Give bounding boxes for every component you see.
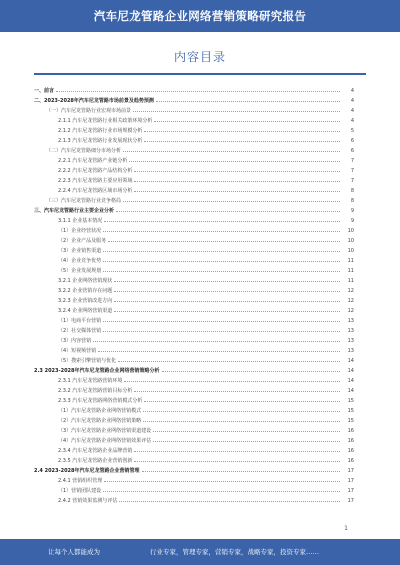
toc-entry-label: 2.1.1 汽车尼龙管路行业相关政策环境分析 <box>58 118 153 124</box>
toc-entry-page: 15 <box>347 417 354 424</box>
toc-entry-label: 2.1.2 汽车尼龙管路行业市场规模分析 <box>58 128 143 134</box>
toc-entry-label: （4）汽车尼龙管路企业网络营销效果评估 <box>58 438 152 444</box>
toc-entry-label: （5）企业发展规划 <box>58 268 102 274</box>
toc-entry[interactable] <box>58 486 354 495</box>
toc-entry-page: 6 <box>350 147 354 154</box>
toc-entry-page: 4 <box>350 87 354 94</box>
toc-entry[interactable] <box>58 286 354 295</box>
toc-leader-dots <box>98 351 340 352</box>
toc-entry-label: （一）汽车尼龙管路行业宏观市场前景 <box>46 108 132 114</box>
toc-entry[interactable] <box>58 216 354 225</box>
toc-entry-label: （1）营销团队建设 <box>58 488 102 494</box>
toc-leader-dots <box>134 451 340 452</box>
toc-leader-dots <box>143 411 340 412</box>
toc-entry-label: 3.2.2 企业营销存在问题 <box>58 288 113 294</box>
toc-entry-page: 12 <box>347 297 354 304</box>
toc-leader-dots <box>93 341 340 342</box>
toc-leader-dots <box>153 431 340 432</box>
toc-entry-page: 12 <box>347 307 354 314</box>
toc-entry-label: 三、汽车尼龙管路行业主要企业分析 <box>34 208 115 214</box>
toc-entry-page: 17 <box>347 467 354 474</box>
toc-entry-page: 8 <box>350 187 354 194</box>
toc-entry[interactable] <box>58 176 354 185</box>
toc-entry[interactable] <box>58 226 354 235</box>
toc-entry-label: 3.2.3 企业营销改进方向 <box>58 298 113 304</box>
toc-leader-dots <box>123 201 340 202</box>
toc-leader-dots <box>123 151 340 152</box>
toc-entry-label: 3.2.1 企业网络营销现状 <box>58 278 113 284</box>
toc-entry-page: 13 <box>347 317 354 324</box>
toc-entry-label: 2.3.4 汽车尼龙管路企业品牌营销 <box>58 448 133 454</box>
toc-entry-label: 2.3.5 汽车尼龙管路企业营销创新 <box>58 458 133 464</box>
toc-entry-label: （3）汽车尼龙管路企业网络营销渠道建设 <box>58 428 152 434</box>
toc-entry-label: （3）内容营销 <box>58 338 92 344</box>
toc-entry-page: 16 <box>347 457 354 464</box>
toc-entry[interactable] <box>58 246 354 255</box>
report-title: 汽车尼龙管路企业网络营销策略研究报告 <box>93 9 307 23</box>
toc-leader-dots <box>103 271 340 272</box>
toc-leader-dots <box>133 111 340 112</box>
toc-leader-dots <box>103 231 340 232</box>
toc-entry[interactable] <box>58 116 354 125</box>
toc-entry[interactable] <box>58 476 354 485</box>
report-header <box>0 0 400 32</box>
toc-entry-label: 2.4.2 营销效果监测与评估 <box>58 498 118 504</box>
toc-entry-page: 4 <box>350 107 354 114</box>
toc-entry[interactable] <box>58 326 354 335</box>
toc-entry[interactable] <box>34 466 354 475</box>
toc-entry-page: 10 <box>347 227 354 234</box>
toc-entry-label: （4）短视频营销 <box>58 348 97 354</box>
toc-entry-page: 15 <box>347 407 354 414</box>
toc-leader-dots <box>129 161 340 162</box>
toc-entry-label: 2.2.3 汽车尼龙管路主要应用领域 <box>58 178 133 184</box>
toc-entry-page: 7 <box>350 167 354 174</box>
toc-entry[interactable] <box>58 136 354 145</box>
toc-entry[interactable] <box>58 156 354 165</box>
toc-entry-label: 二、2023-2028年汽车尼龙管路市场前景及趋势预测 <box>34 98 154 104</box>
toc-leader-dots <box>104 221 340 222</box>
toc-entry-page: 6 <box>350 137 354 144</box>
toc-leader-dots <box>114 311 340 312</box>
toc-leader-dots <box>103 321 340 322</box>
toc-entry-label: 2.2.4 汽车尼龙管路区域市场分析 <box>58 188 133 194</box>
toc-entry[interactable] <box>58 186 354 195</box>
toc-leader-dots <box>103 491 340 492</box>
toc-entry[interactable] <box>58 306 354 315</box>
toc-entry-page: 10 <box>347 247 354 254</box>
toc-entry-label: 2.3 2023-2028年汽车尼龙管路企业网络营销策略分析 <box>34 368 160 374</box>
toc-entry-page: 11 <box>347 267 354 274</box>
toc-entry-page: 4 <box>350 97 354 104</box>
toc-entry[interactable] <box>58 346 354 355</box>
toc-entry[interactable] <box>58 356 354 365</box>
toc-entry-label: 2.4 2023-2028年汽车尼龙管路企业营销管理 <box>34 468 140 474</box>
toc-entry-page: 9 <box>350 217 354 224</box>
toc-entry-label: 2.3.2 汽车尼龙管路营销目标分析 <box>58 388 133 394</box>
toc-entry-page: 4 <box>350 117 354 124</box>
toc-entry[interactable] <box>58 386 354 395</box>
toc-leader-dots <box>103 251 340 252</box>
toc-leader-dots <box>118 361 340 362</box>
toc-leader-dots <box>134 391 340 392</box>
toc-entry[interactable] <box>46 106 354 115</box>
toc-entry-page: 13 <box>347 347 354 354</box>
toc-entry-page: 7 <box>350 157 354 164</box>
toc-entry-page: 15 <box>347 397 354 404</box>
toc-leader-dots <box>119 501 340 502</box>
toc-entry-page: 8 <box>350 197 354 204</box>
toc-entry-page: 14 <box>347 387 354 394</box>
toc-leader-dots <box>103 331 340 332</box>
toc-entry[interactable] <box>58 126 354 135</box>
toc-leader-dots <box>104 481 340 482</box>
toc-entry-label: （1）汽车尼龙管路企业网络营销模式 <box>58 408 142 414</box>
toc-leader-dots <box>134 191 340 192</box>
toc-entry-label: （三）汽车尼龙管路行业竞争格局 <box>46 198 122 204</box>
toc-entry-label: 2.2.2 汽车尼龙管路产品结构分析 <box>58 168 133 174</box>
toc-entry[interactable] <box>58 266 354 275</box>
toc-entry-page: 14 <box>347 357 354 364</box>
toc-leader-dots <box>154 121 340 122</box>
toc-entry-page: 11 <box>347 277 354 284</box>
toc-entry[interactable] <box>58 166 354 175</box>
toc-leader-dots <box>56 91 340 92</box>
toc-entry[interactable] <box>58 496 354 505</box>
toc-leader-dots <box>114 291 340 292</box>
toc-entry[interactable] <box>58 296 354 305</box>
toc-entry[interactable] <box>58 396 354 405</box>
toc-leader-dots <box>116 211 340 212</box>
title-divider <box>34 73 366 75</box>
toc-entry-label: （1）企业经营状况 <box>58 228 102 234</box>
toc-entry-label: （4）企业竞争优势 <box>58 258 102 264</box>
toc-entry-label: 2.3.1 汽车尼龙管路营销环境 <box>58 378 123 384</box>
toc-entry-label: （2）企业产品及服务 <box>58 238 107 244</box>
toc-entry[interactable] <box>58 236 354 245</box>
toc-leader-dots <box>134 171 340 172</box>
footer-expert-list: 行业专家，管理专家，营销专家，战略专家，投资专家…… <box>150 548 319 556</box>
toc-entry[interactable] <box>58 316 354 325</box>
toc-leader-dots <box>103 261 340 262</box>
toc-entry-label: （2）社交媒体营销 <box>58 328 102 334</box>
toc-entry-label: 2.4.1 营销组织管理 <box>58 478 103 484</box>
toc-entry[interactable] <box>58 376 354 385</box>
toc-entry[interactable] <box>34 206 354 215</box>
toc-entry[interactable] <box>46 146 354 155</box>
toc-leader-dots <box>162 371 340 372</box>
toc-entry[interactable] <box>34 96 354 105</box>
toc-leader-dots <box>156 101 340 102</box>
toc-entry[interactable] <box>58 446 354 455</box>
toc-entry-page: 7 <box>350 177 354 184</box>
toc-entry-label: （2）汽车尼龙管路企业网络营销策略 <box>58 418 142 424</box>
toc-entry[interactable] <box>58 336 354 345</box>
toc-leader-dots <box>144 131 340 132</box>
toc-entry[interactable] <box>58 276 354 285</box>
toc-leader-dots <box>124 381 340 382</box>
toc-leader-dots <box>153 441 340 442</box>
toc-leader-dots <box>114 281 340 282</box>
toc-entry-label: （5）搜索引擎营销与优化 <box>58 358 117 364</box>
toc-entry-page: 17 <box>347 497 354 504</box>
toc-entry-page: 16 <box>347 447 354 454</box>
toc-entry[interactable] <box>58 406 354 415</box>
toc-entry-page: 17 <box>347 477 354 484</box>
toc-leader-dots <box>134 461 340 462</box>
toc-entry-page: 14 <box>347 377 354 384</box>
toc-entry-page: 16 <box>347 427 354 434</box>
report-footer <box>0 539 400 565</box>
toc-entry-page: 12 <box>347 287 354 294</box>
toc-leader-dots <box>144 141 340 142</box>
toc-entry-label: 2.3.3 汽车尼龙管路网络营销模式分析 <box>58 398 143 404</box>
toc-entry-label: （二）汽车尼龙管路细分市场分析 <box>46 148 122 154</box>
toc-entry-page: 14 <box>347 367 354 374</box>
toc-entry-page: 10 <box>347 237 354 244</box>
toc-entry[interactable] <box>34 366 354 375</box>
toc-entry-label: 2.2.1 汽车尼龙管路产业链分析 <box>58 158 128 164</box>
toc-leader-dots <box>114 301 340 302</box>
toc-leader-dots <box>143 421 340 422</box>
toc-entry[interactable] <box>46 196 354 205</box>
toc-entry-page: 13 <box>347 337 354 344</box>
page-number: 1 <box>344 525 348 532</box>
toc-entry-label: 3.2.4 企业网络营销渠道 <box>58 308 113 314</box>
toc-entry-page: 16 <box>347 437 354 444</box>
toc-entry-label: 一、前言 <box>34 88 55 94</box>
toc-leader-dots <box>144 401 340 402</box>
toc-leader-dots <box>142 471 340 472</box>
toc-entry-page: 9 <box>350 207 354 214</box>
toc-entry[interactable] <box>58 256 354 265</box>
toc-entry[interactable] <box>58 436 354 445</box>
toc-entry-label: 3.1.1 企业基本情况 <box>58 218 103 224</box>
toc-entry-page: 11 <box>347 257 354 264</box>
toc-entry[interactable] <box>34 86 354 95</box>
toc-entry-page: 5 <box>350 127 354 134</box>
toc-entry[interactable] <box>58 426 354 435</box>
toc-entry-page: 17 <box>347 487 354 494</box>
toc-entry-label: 2.1.3 汽车尼龙管路行业发展现状分析 <box>58 138 143 144</box>
toc-entry-label: （3）企业销售渠道 <box>58 248 102 254</box>
toc-leader-dots <box>134 181 340 182</box>
toc-entry[interactable] <box>58 456 354 465</box>
toc-leader-dots <box>108 241 340 242</box>
toc-entry-page: 13 <box>347 327 354 334</box>
toc-entry-label: （1）电商平台营销 <box>58 318 102 324</box>
toc-entry[interactable] <box>58 416 354 425</box>
toc-title: 内容目录 <box>173 50 226 64</box>
footer-slogan: 让每个人都能成为 <box>48 548 100 556</box>
